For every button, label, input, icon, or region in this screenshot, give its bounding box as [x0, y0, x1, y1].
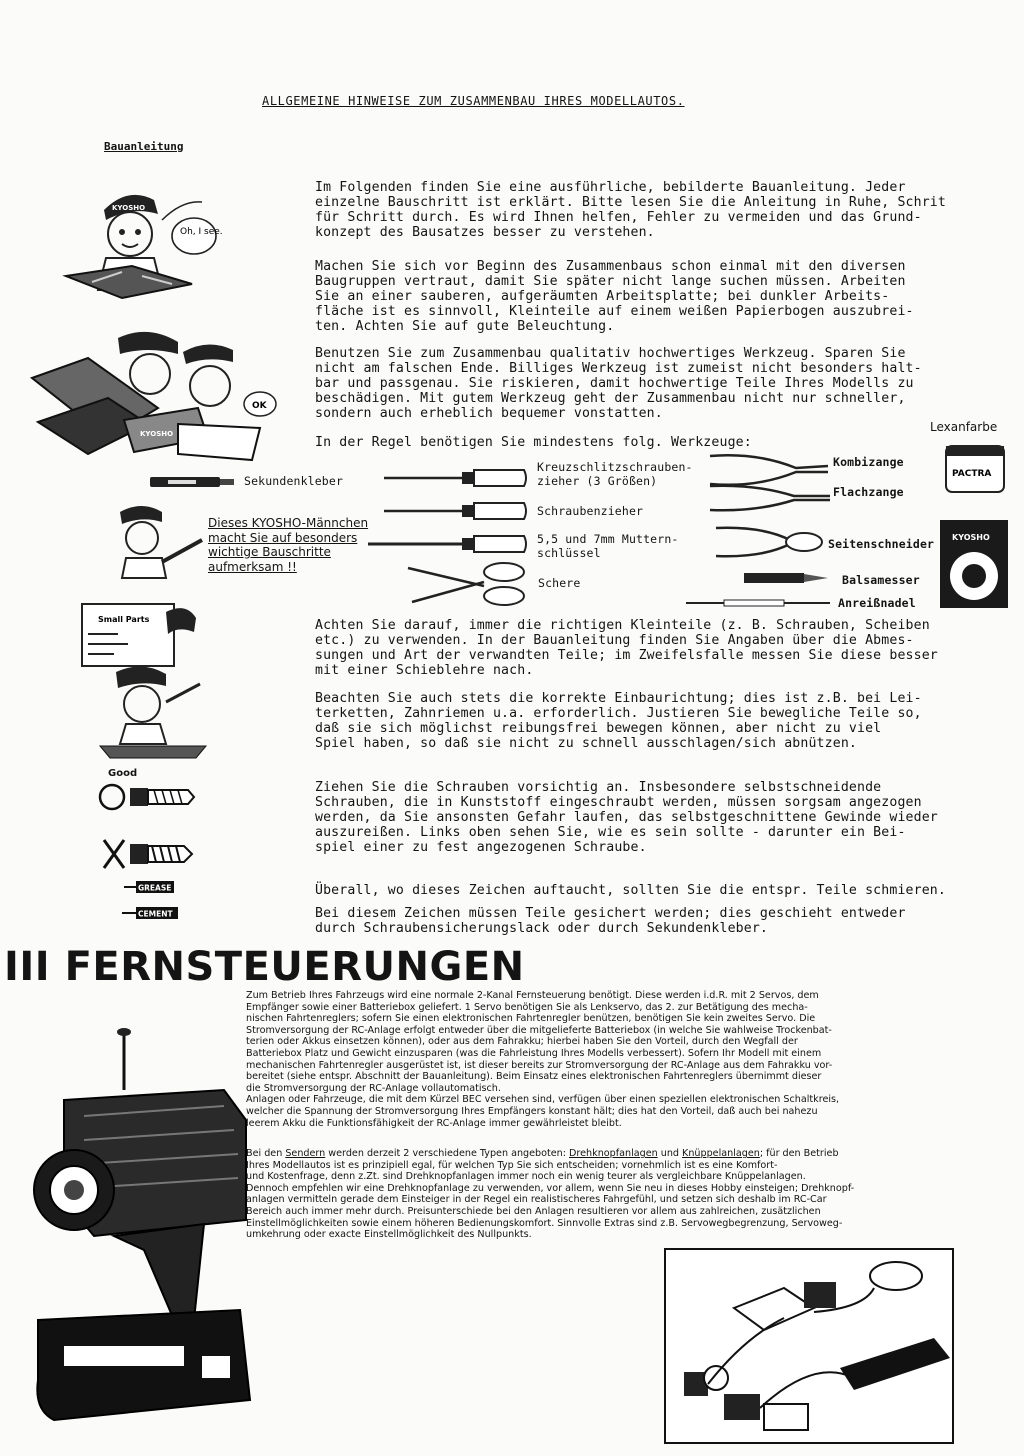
- nut-driver-icon: [364, 534, 530, 554]
- paragraph-baugruppen: Machen Sie sich vor Beginn des Zusammenbaus schon einmal mit den diversen Baugruppen vertraut, damit Sie später nicht lange suchen müssen. Arbeiten Sie an einer sauberen, aufgeräumten Arbeitsplatte; bei dunkler Arbeits- fläche ist es sinnvoll, Kleinteile auf einem weißen Papierbogen auszubrei- ten. Achten Sie auf gute Beleuchtung.: [315, 259, 914, 334]
- scissors-icon: [404, 558, 530, 608]
- paragraph-kleinteile: Achten Sie darauf, immer die richtigen Kleinteile (z. B. Schrauben, Scheiben etc.) zu verwenden. In der Bauanleitung finden Sie Angaben über die Abmes- sungen und Art der verwandten Teile; im Zweifelsfalle messen Sie diese besser mit einer Schieblehre nach.: [315, 618, 938, 678]
- glue-tube-icon: [148, 474, 236, 490]
- tape-brand: KYOSHO: [952, 533, 990, 542]
- cement-label: CEMENT: [138, 909, 173, 919]
- side-cutter-icon: [712, 520, 828, 564]
- box-brand: KYOSHO: [140, 430, 174, 438]
- text-rest: ; für den Betrieb Ihres Modellautos ist es prinzipiell egal, für welchen Typ Sie sich entscheiden; vornehmlich ist es eine Komfort- und Kostenfrage, denn z.Zt. sind Drehknopfanlagen immer noch ein wenig teurer als vergleichbare Knüppelanlagen. Dennoch empfehlen wir eine Drehknopfanlage zu verwenden, vor allem, wenn Sie neu in dieses Hobby einsteigen; Drehknopf- anlagen vermitteln gerade dem Einsteiger in der Regel ein realistischeres Fahrgefühl, und setzen sich deshalb im RC-Car Bereich auch immer mehr durch. Preisunterschiede bei den Anlagen resultieren vor allem aus zahlreichen, zusätzlichen Einstellmöglichkeiten sowie einem höheren Bedienungskomfort. Sinnvolle Extras sind z.B. Servowegbegrenzung, Servoweg- umkehrung oder exacte Einstellmöglichkeit des Nullpunkts.: [246, 1148, 855, 1241]
- kyosho-note-text: Dieses KYOSHO-Männchen macht Sie auf besonders wichtige Bauschritte aufmerksam !!: [208, 516, 369, 574]
- boy-reading-illustration: [62, 180, 232, 310]
- cement-symbol-icon: [122, 906, 180, 920]
- paragraph-intro: Im Folgenden finden Sie eine ausführliche, bebilderte Bauanleitung. Jeder einzelne Bauschritt ist erklärt. Bitte lesen Sie die Anleitung in Ruhe, Schrit für Schritt durch. Es wird Ihnen helfen, Fehler zu vermeiden und das Grund- konzept des Bausatzes besser zu verstehen.: [315, 180, 946, 240]
- kyosho-mascot-pointing: [112, 500, 208, 580]
- boy-measuring-illustration: [96, 664, 216, 760]
- paragraph-sichern: Bei diesem Zeichen müssen Teile gesichert werden; dies geschieht entweder durch Schraubensicherungslack oder durch Sekundenkleber.: [315, 906, 906, 936]
- paint-brand: PACTRA: [952, 469, 992, 479]
- flat-pliers-icon: [706, 480, 832, 516]
- grease-symbol-icon: [124, 880, 176, 894]
- paragraph-schrauben: Ziehen Sie die Schrauben vorsichtig an. Insbesondere selbstschneidende Schrauben, die in Kunststoff eingeschraubt werden, müssen sorgsam angezogen werden, da Sie ansonsten Gefahr laufen, das selbstgeschnittene Gewinde wieder auszureißen. Links oben sehen Sie, wie es sein sollte - darunter ein Bei- spiel einer zu fest angezogenen Schraube.: [315, 780, 938, 855]
- two-boys-parts-illustration: [28, 328, 278, 468]
- paint-jar-icon: [940, 440, 1010, 496]
- tool-label-schere: Schere: [538, 576, 581, 590]
- tool-label-balsamesser: Balsamesser: [842, 573, 920, 587]
- radio-transmitter-illustration: [24, 1020, 264, 1444]
- screw-bad-icon: [100, 834, 196, 874]
- tape-roll-icon: [934, 516, 1014, 612]
- paragraph-fernsteuerung-sender: [246, 1148, 986, 1241]
- phillips-screwdriver-icon: [380, 468, 530, 488]
- paragraph-schmieren: Überall, wo dieses Zeichen auftaucht, sollten Sie die entspr. Teile schmieren.: [315, 883, 946, 898]
- paragraph-fernsteuerung-betrieb: Zum Betrieb Ihres Fahrzeugs wird eine normale 2-Kanal Fernsteuerung benötigt. Diese werden i.d.R. mit 2 Servos, dem Empfänger sowie einer Batteriebox geliefert. 1 Servo benötigen Sie als Lenkservo, das 2. zur Betätigung des mecha- nischen Fahrtenreglers; sofern Sie einen elektronischen Fahrtenregler benützen, benötigen Sie kein zweites Servo. Die Stromversorgung der RC-Anlage erfolgt entweder über die mitgelieferte Batteriebox (in welche Sie wahlweise Trockenbat- terien oder Akkus einsetzen können), oder aus dem Fahrakku; hierbei haben Sie den Vorteil, durch den Wegfall der Batteriebox Platz und Gewicht einzusparen (was die Fahrleistung Ihres Modells verbessert). Sofern Ihr Modell mit einem mechanischen Fahrtenregler ausgerüstet ist, ist dieser bereits zur Stromversorgung der RC-Anlage aus dem Fahrakku vor- bereitet (siehe entspr. Abschnitt der Bauanleitung). Beim Einsatz eines elektronischen Fahrtenreglers übernimmt dieser die Stromversorgung der RC-Anlage vollautomatisch. Anlagen oder Fahrzeuge, die mit dem Kürzel BEC versehen sind, verfügen über einen speziellen elektronischen Schaltkreis, welcher die Spannung der Stromversorgung Ihres Empfängers konstant hält; dies hat den Vorteil, daß auch bei nahezu leerem Akku die Funktionsfähigkeit der RC-Anlage immer gewährleistet bleibt.: [246, 990, 840, 1129]
- tool-label-mutternschluessel: 5,5 und 7mm Muttern- schlüssel: [537, 532, 679, 560]
- text-drehknopfanlagen: Drehknopfanlagen: [569, 1148, 658, 1159]
- tool-label-anreissnadel: Anreißnadel: [838, 596, 916, 610]
- scribe-needle-icon: [684, 598, 834, 608]
- tool-label-flachzange: Flachzange: [833, 485, 904, 499]
- text-knueppelanlagen: Knüppelanlagen: [682, 1148, 760, 1159]
- text-und: und: [657, 1148, 683, 1159]
- tool-label-seitenschneider: Seitenschneider: [828, 537, 935, 551]
- text-mid: werden derzeit 2 verschiedene Typen angeboten:: [325, 1148, 570, 1159]
- text-sendern: Sendern: [285, 1148, 326, 1159]
- screwdriver-icon: [380, 501, 530, 521]
- paragraph-werkzeuge-liste: In der Regel benötigen Sie mindestens folg. Werkzeuge:: [315, 435, 752, 450]
- label-good: Good: [108, 768, 138, 779]
- balsa-knife-icon: [742, 570, 832, 586]
- speech-ok: OK: [252, 401, 267, 411]
- small-parts-illustration: [78, 598, 198, 668]
- section-label-bauanleitung: Bauanleitung: [104, 140, 184, 153]
- screw-good-icon: [98, 780, 198, 814]
- small-parts-label: Small Parts: [98, 615, 150, 624]
- grease-label: GREASE: [138, 883, 172, 893]
- paragraph-werkzeug: Benutzen Sie zum Zusammenbau qualitativ hochwertiges Werkzeug. Sparen Sie nicht am falschen Ende. Billiges Werkzeug ist zumeist nicht besonders halt- bar und passgenau. Sie riskieren, damit hochwertige Teile Ihres Modells zu beschädigen. Mit gutem Werkzeug geht der Zusammenbau nicht nur schneller, sondern auch erheblich bequemer vonstatten.: [315, 346, 922, 421]
- section-heading-fernsteuerungen: III FERNSTEUERUNGEN: [4, 944, 525, 990]
- tool-label-sekundenkleber: Sekundenkleber: [244, 474, 344, 488]
- tool-label-kreuzschlitz: Kreuzschlitzschrauben- zieher (3 Größen): [537, 460, 693, 488]
- rc-components-illustration: [664, 1248, 954, 1444]
- tool-label-schraubenzieher: Schraubenzieher: [537, 504, 644, 518]
- speech-oh-i-see: Oh, I see.: [180, 227, 223, 237]
- text-bei-den: Bei den: [246, 1148, 286, 1159]
- kyosho-note: [208, 516, 368, 574]
- page-title: ALLGEMEINE HINWEISE ZUM ZUSAMMENBAU IHRES MODELLAUTOS.: [262, 94, 685, 108]
- tool-label-lexanfarbe: Lexanfarbe: [930, 420, 998, 434]
- tool-label-kombizange: Kombizange: [833, 455, 904, 469]
- cap-brand: KYOSHO: [112, 204, 146, 212]
- paragraph-einbaurichtung: Beachten Sie auch stets die korrekte Einbaurichtung; dies ist z.B. bei Lei- terketten, Zahnriemen u.a. erforderlich. Justieren Sie bewegliche Teile so, daß sie sich möglichst reibungsfrei bewegen können, aber nicht zu viel Spiel haben, so daß sie nicht zu schnell ausschlagen/sich abnützen.: [315, 691, 922, 751]
